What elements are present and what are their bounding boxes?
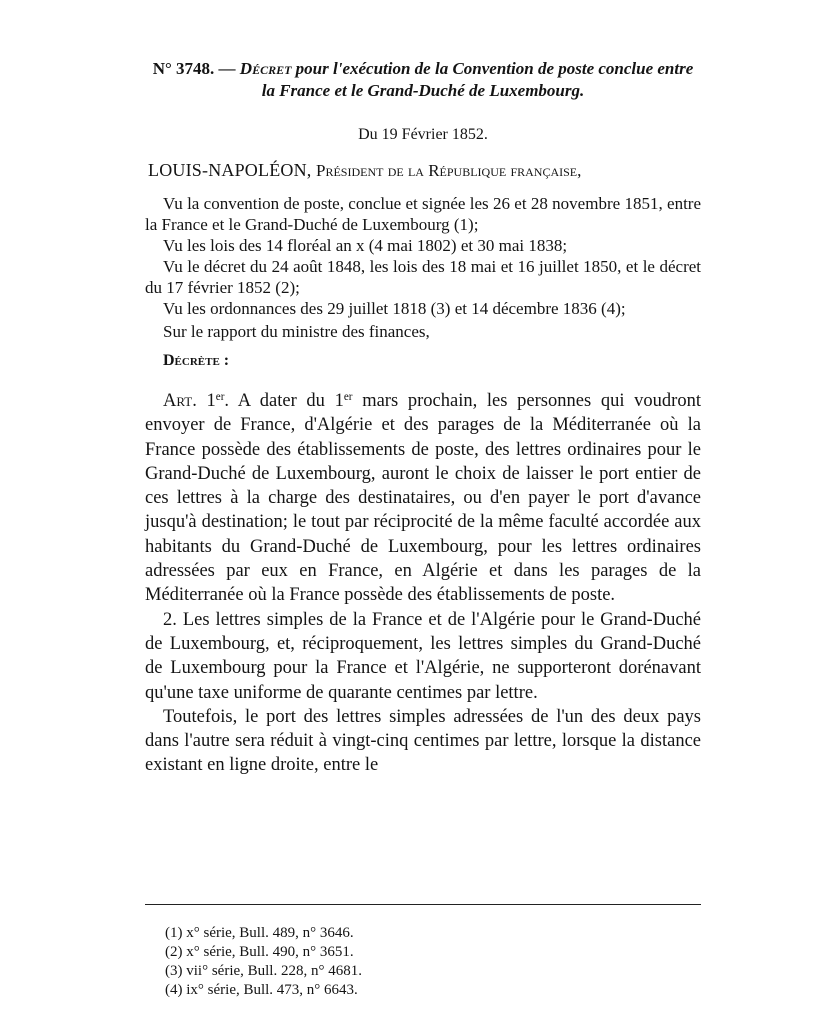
- decree-date: Du 19 Février 1852.: [358, 126, 488, 143]
- vu-paragraph: Vu le décret du 24 août 1848, les lois des 18 mai et 16 juillet 1850, et le décret du 17 février 1852 (2);: [145, 257, 701, 297]
- rapport-line: Sur le rapport du ministre des finances,: [163, 322, 430, 341]
- president-title: Président de la République française,: [316, 161, 582, 180]
- article-1-sup: er: [215, 390, 225, 403]
- decree-number: N° 3748.: [152, 59, 215, 78]
- vu-paragraph: Vu les ordonnances des 29 juillet 1818 (3) et 14 décembre 1836 (4);: [163, 299, 626, 318]
- article-1-lead: . A dater du 1: [224, 391, 344, 411]
- article-1: [145, 389, 701, 608]
- vu-paragraph: Vu les lois des 14 floréal an x (4 mai 1802) et 30 mai 1838;: [163, 236, 568, 255]
- president-line: [145, 158, 701, 183]
- footnote: (2) x° série, Bull. 490, n° 3651.: [165, 944, 354, 960]
- article-2: 2. Les lettres simples de la France et de l'Algérie pour le Grand-Duché de Luxembourg, et, réciproquement, les lettres simples du Grand-Duché de Luxembourg pour la France et l'Algérie, ne supporteront dorénavant qu'une taxe uniforme de quarante centimes par lettre.: [145, 609, 701, 703]
- decrete-label: Décrète :: [163, 352, 230, 369]
- decree-title-word: Décret: [239, 59, 292, 78]
- president-name: LOUIS-NAPOLÉON,: [148, 160, 312, 180]
- decree-heading: [145, 58, 701, 102]
- footnotes: [165, 924, 362, 1000]
- article-1-text: mars prochain, les personnes qui voudront envoyer de France, d'Algérie et des parages de la Méditerranée où la France possède des établissements de poste, des lettres ordinaires pour le Grand-Duché de Luxembourg, auront le choix de laisser le port entier de ces lettres à la charge des destinataires, ou d'en payer le port d'avance jusqu'à destination; le tout par réciprocité de la même faculté accordée aux habitants du Grand-Duché de Luxembourg, pour les lettres ordinaires adressées par eux en France, en Algérie et dans les parages de la Méditerranée où la France possède des établissements de poste.: [145, 391, 701, 606]
- article-1-lead-sup: er: [343, 390, 353, 403]
- document-page: [145, 58, 701, 778]
- footnote: (4) ix° série, Bull. 473, n° 6643.: [165, 982, 358, 998]
- vu-paragraph: Vu la convention de poste, conclue et signée les 26 et 28 novembre 1851, entre la France et le Grand-Duché de Luxembourg (1);: [145, 194, 701, 234]
- article-1-label: Art. 1: [163, 391, 216, 411]
- article-2-toutefois: Toutefois, le port des lettres simples adressées de l'un des deux pays dans l'autre sera réduit à vingt-cinq centimes par lettre, lorsque la distance existant en ligne droite, entre le: [145, 706, 701, 776]
- footnote: (3) vii° série, Bull. 228, n° 4681.: [165, 963, 362, 979]
- heading-dash: —: [218, 59, 236, 78]
- footnote: (1) x° série, Bull. 489, n° 3646.: [165, 925, 354, 941]
- footnote-divider: [145, 904, 701, 905]
- decree-title: pour l'exécution de la Convention de poste conclue entre la France et le Grand-Duché de Luxembourg.: [261, 59, 694, 100]
